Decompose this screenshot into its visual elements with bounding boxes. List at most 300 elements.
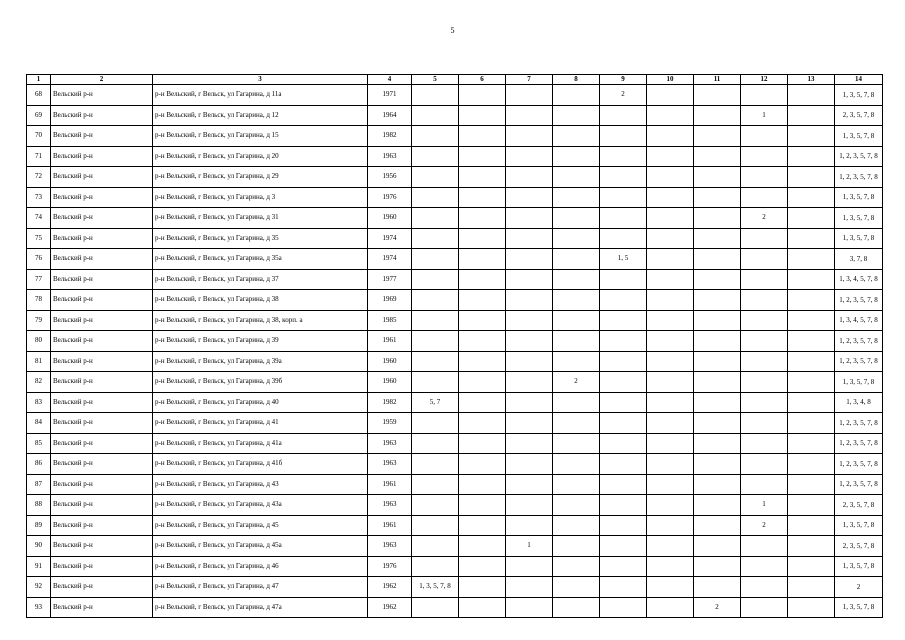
table-cell-col-14: 1, 2, 3, 5, 7, 8 bbox=[835, 433, 883, 454]
table-cell-col-14: 1, 3, 5, 7, 8 bbox=[835, 515, 883, 536]
table-cell-col-10 bbox=[647, 105, 694, 126]
table-row bbox=[27, 577, 883, 598]
table-cell-col-3: р-н Вельский, г Вельск, ул Гагарина, д 31 bbox=[153, 208, 368, 229]
table-cell-col-1: 77 bbox=[27, 269, 51, 290]
table-cell-col-12 bbox=[741, 536, 788, 557]
table-cell-col-14: 1, 3, 5, 7, 8 bbox=[835, 187, 883, 208]
table-row bbox=[27, 474, 883, 495]
table-row bbox=[27, 105, 883, 126]
table-row bbox=[27, 269, 883, 290]
table-cell-col-9 bbox=[600, 331, 647, 352]
table-cell-col-9 bbox=[600, 392, 647, 413]
table-cell-col-11 bbox=[694, 392, 741, 413]
table-cell-col-6 bbox=[459, 310, 506, 331]
table-cell-col-9 bbox=[600, 290, 647, 311]
table-cell-col-14: 1, 2, 3, 5, 7, 8 bbox=[835, 474, 883, 495]
table-cell-col-3: р-н Вельский, г Вельск, ул Гагарина, д 29 bbox=[153, 167, 368, 188]
table-cell-col-8 bbox=[553, 597, 600, 618]
table-cell-col-5 bbox=[412, 269, 459, 290]
table-cell-col-7 bbox=[506, 392, 553, 413]
table-cell-col-2: Вельский р-н bbox=[51, 310, 153, 331]
table-cell-col-13 bbox=[788, 146, 835, 167]
table-cell-col-7 bbox=[506, 515, 553, 536]
column-header-1: 1 bbox=[27, 75, 51, 85]
table-cell-col-11 bbox=[694, 126, 741, 147]
table-cell-col-8 bbox=[553, 515, 600, 536]
table-cell-col-7 bbox=[506, 577, 553, 598]
table-row bbox=[27, 85, 883, 106]
table-row bbox=[27, 536, 883, 557]
table-cell-col-8 bbox=[553, 413, 600, 434]
table-cell-col-12 bbox=[741, 556, 788, 577]
table-cell-col-12 bbox=[741, 249, 788, 270]
table-cell-col-5 bbox=[412, 413, 459, 434]
table-row bbox=[27, 228, 883, 249]
table-cell-col-6 bbox=[459, 187, 506, 208]
table-cell-col-11 bbox=[694, 105, 741, 126]
table-cell-col-8 bbox=[553, 310, 600, 331]
table-cell-col-1: 89 bbox=[27, 515, 51, 536]
table-cell-col-6 bbox=[459, 433, 506, 454]
table-cell-col-2: Вельский р-н bbox=[51, 454, 153, 475]
table-cell-col-5 bbox=[412, 433, 459, 454]
table-cell-col-6 bbox=[459, 105, 506, 126]
table-cell-col-10 bbox=[647, 433, 694, 454]
table-cell-col-8 bbox=[553, 331, 600, 352]
table-cell-col-13 bbox=[788, 167, 835, 188]
table-cell-col-1: 82 bbox=[27, 372, 51, 393]
table-cell-col-7 bbox=[506, 167, 553, 188]
table-cell-col-14: 1, 2, 3, 5, 7, 8 bbox=[835, 331, 883, 352]
table-cell-col-4: 1974 bbox=[368, 249, 412, 270]
table-cell-col-3: р-н Вельский, г Вельск, ул Гагарина, д 38 bbox=[153, 290, 368, 311]
table-cell-col-13 bbox=[788, 597, 835, 618]
table-row bbox=[27, 290, 883, 311]
table-cell-col-7 bbox=[506, 249, 553, 270]
table-cell-col-12 bbox=[741, 228, 788, 249]
table-cell-col-11 bbox=[694, 187, 741, 208]
table-cell-col-14: 1, 2, 3, 5, 7, 8 bbox=[835, 290, 883, 311]
table-cell-col-4: 1960 bbox=[368, 351, 412, 372]
table-cell-col-6 bbox=[459, 208, 506, 229]
table-cell-col-8 bbox=[553, 290, 600, 311]
table-cell-col-11 bbox=[694, 290, 741, 311]
table-cell-col-8 bbox=[553, 433, 600, 454]
table-cell-col-2: Вельский р-н bbox=[51, 433, 153, 454]
table-cell-col-3: р-н Вельский, г Вельск, ул Гагарина, д 47 bbox=[153, 577, 368, 598]
table-cell-col-1: 84 bbox=[27, 413, 51, 434]
table-cell-col-1: 79 bbox=[27, 310, 51, 331]
column-header-9: 9 bbox=[600, 75, 647, 85]
table-cell-col-2: Вельский р-н bbox=[51, 495, 153, 516]
table-cell-col-3: р-н Вельский, г Вельск, ул Гагарина, д 20 bbox=[153, 146, 368, 167]
table-cell-col-4: 1971 bbox=[368, 85, 412, 106]
table-cell-col-9 bbox=[600, 351, 647, 372]
table-cell-col-2: Вельский р-н bbox=[51, 249, 153, 270]
table-cell-col-7 bbox=[506, 474, 553, 495]
table-cell-col-8: 2 bbox=[553, 372, 600, 393]
table-cell-col-14: 1, 3, 5, 7, 8 bbox=[835, 126, 883, 147]
table-cell-col-4: 1963 bbox=[368, 536, 412, 557]
table-cell-col-12: 2 bbox=[741, 208, 788, 229]
table-cell-col-10 bbox=[647, 495, 694, 516]
table-cell-col-12 bbox=[741, 146, 788, 167]
table-cell-col-6 bbox=[459, 556, 506, 577]
table-cell-col-5 bbox=[412, 372, 459, 393]
table-cell-col-2: Вельский р-н bbox=[51, 577, 153, 598]
table-cell-col-3: р-н Вельский, г Вельск, ул Гагарина, д 46 bbox=[153, 556, 368, 577]
table-cell-col-8 bbox=[553, 167, 600, 188]
table-cell-col-13 bbox=[788, 454, 835, 475]
table-cell-col-5 bbox=[412, 454, 459, 475]
column-header-10: 10 bbox=[647, 75, 694, 85]
table-cell-col-4: 1962 bbox=[368, 597, 412, 618]
table-cell-col-13 bbox=[788, 433, 835, 454]
table-cell-col-2: Вельский р-н bbox=[51, 413, 153, 434]
table-cell-col-14: 2, 3, 5, 7, 8 bbox=[835, 536, 883, 557]
table-cell-col-12 bbox=[741, 413, 788, 434]
table-cell-col-8 bbox=[553, 187, 600, 208]
column-header-7: 7 bbox=[506, 75, 553, 85]
table-cell-col-8 bbox=[553, 126, 600, 147]
table-cell-col-6 bbox=[459, 495, 506, 516]
table-cell-col-1: 85 bbox=[27, 433, 51, 454]
table-cell-col-2: Вельский р-н bbox=[51, 167, 153, 188]
table-cell-col-5 bbox=[412, 249, 459, 270]
table-cell-col-5 bbox=[412, 290, 459, 311]
table-cell-col-1: 70 bbox=[27, 126, 51, 147]
table-cell-col-5 bbox=[412, 515, 459, 536]
table-cell-col-9 bbox=[600, 454, 647, 475]
table-cell-col-10 bbox=[647, 249, 694, 270]
table-cell-col-1: 78 bbox=[27, 290, 51, 311]
page-number: 5 bbox=[450, 26, 455, 35]
table-cell-col-12 bbox=[741, 310, 788, 331]
table-cell-col-10 bbox=[647, 392, 694, 413]
table-cell-col-8 bbox=[553, 208, 600, 229]
table-row bbox=[27, 413, 883, 434]
table-cell-col-8 bbox=[553, 454, 600, 475]
table-cell-col-7 bbox=[506, 228, 553, 249]
table-cell-col-12: 1 bbox=[741, 495, 788, 516]
table-row bbox=[27, 556, 883, 577]
table-cell-col-2: Вельский р-н bbox=[51, 351, 153, 372]
table-cell-col-10 bbox=[647, 85, 694, 106]
table-cell-col-12 bbox=[741, 474, 788, 495]
table-cell-col-5: 1, 3, 5, 7, 8 bbox=[412, 577, 459, 598]
table-cell-col-4: 1963 bbox=[368, 454, 412, 475]
table-cell-col-10 bbox=[647, 126, 694, 147]
table-cell-col-10 bbox=[647, 597, 694, 618]
table-body bbox=[27, 85, 883, 618]
table-row bbox=[27, 249, 883, 270]
table-cell-col-11 bbox=[694, 228, 741, 249]
table-cell-col-10 bbox=[647, 146, 694, 167]
table-cell-col-7 bbox=[506, 146, 553, 167]
table-cell-col-3: р-н Вельский, г Вельск, ул Гагарина, д 3 bbox=[153, 187, 368, 208]
table-cell-col-14: 1, 3, 5, 7, 8 bbox=[835, 372, 883, 393]
table-cell-col-13 bbox=[788, 269, 835, 290]
table-cell-col-14: 1, 3, 4, 5, 7, 8 bbox=[835, 269, 883, 290]
table-cell-col-14: 3, 7, 8 bbox=[835, 249, 883, 270]
table-row bbox=[27, 433, 883, 454]
table-cell-col-9 bbox=[600, 228, 647, 249]
table-row bbox=[27, 126, 883, 147]
column-header-12: 12 bbox=[741, 75, 788, 85]
table-cell-col-13 bbox=[788, 495, 835, 516]
table-cell-col-2: Вельский р-н bbox=[51, 556, 153, 577]
table-cell-col-10 bbox=[647, 474, 694, 495]
column-header-3: 3 bbox=[153, 75, 368, 85]
table-row bbox=[27, 351, 883, 372]
table-cell-col-13 bbox=[788, 392, 835, 413]
table-cell-col-9 bbox=[600, 105, 647, 126]
table-cell-col-14: 2 bbox=[835, 577, 883, 598]
table-cell-col-3: р-н Вельский, г Вельск, ул Гагарина, д 43а bbox=[153, 495, 368, 516]
table-cell-col-1: 68 bbox=[27, 85, 51, 106]
table-cell-col-11 bbox=[694, 208, 741, 229]
table-cell-col-4: 1982 bbox=[368, 126, 412, 147]
table-cell-col-11 bbox=[694, 556, 741, 577]
table-cell-col-3: р-н Вельский, г Вельск, ул Гагарина, д 45 bbox=[153, 515, 368, 536]
table-cell-col-14: 1, 3, 5, 7, 8 bbox=[835, 85, 883, 106]
table-cell-col-8 bbox=[553, 495, 600, 516]
table-cell-col-6 bbox=[459, 146, 506, 167]
table-cell-col-10 bbox=[647, 577, 694, 598]
table-row bbox=[27, 310, 883, 331]
table-cell-col-4: 1960 bbox=[368, 372, 412, 393]
table-cell-col-8 bbox=[553, 536, 600, 557]
table-cell-col-12 bbox=[741, 187, 788, 208]
register-table bbox=[26, 74, 883, 618]
table-cell-col-7 bbox=[506, 310, 553, 331]
table-cell-col-4: 1977 bbox=[368, 269, 412, 290]
table-cell-col-6 bbox=[459, 372, 506, 393]
table-cell-col-9: 2 bbox=[600, 85, 647, 106]
table-cell-col-10 bbox=[647, 310, 694, 331]
table-row bbox=[27, 167, 883, 188]
table-cell-col-6 bbox=[459, 536, 506, 557]
table-cell-col-10 bbox=[647, 454, 694, 475]
table-cell-col-13 bbox=[788, 351, 835, 372]
table-cell-col-4: 1982 bbox=[368, 392, 412, 413]
table-cell-col-2: Вельский р-н bbox=[51, 269, 153, 290]
table-cell-col-9: 1, 5 bbox=[600, 249, 647, 270]
table-cell-col-12 bbox=[741, 269, 788, 290]
table-cell-col-7 bbox=[506, 433, 553, 454]
table-cell-col-6 bbox=[459, 85, 506, 106]
table-cell-col-2: Вельский р-н bbox=[51, 474, 153, 495]
column-header-2: 2 bbox=[51, 75, 153, 85]
table-cell-col-11 bbox=[694, 495, 741, 516]
table-cell-col-12 bbox=[741, 392, 788, 413]
table-cell-col-1: 80 bbox=[27, 331, 51, 352]
table-cell-col-9 bbox=[600, 126, 647, 147]
table-cell-col-12 bbox=[741, 372, 788, 393]
table-cell-col-13 bbox=[788, 85, 835, 106]
table-cell-col-3: р-н Вельский, г Вельск, ул Гагарина, д 45а bbox=[153, 536, 368, 557]
table-cell-col-9 bbox=[600, 187, 647, 208]
column-header-8: 8 bbox=[553, 75, 600, 85]
column-header-14: 14 bbox=[835, 75, 883, 85]
table-cell-col-11 bbox=[694, 146, 741, 167]
table-cell-col-12 bbox=[741, 454, 788, 475]
table-cell-col-13 bbox=[788, 515, 835, 536]
table-cell-col-4: 1961 bbox=[368, 474, 412, 495]
table-cell-col-9 bbox=[600, 495, 647, 516]
table-cell-col-5 bbox=[412, 331, 459, 352]
table-cell-col-13 bbox=[788, 187, 835, 208]
table-cell-col-10 bbox=[647, 290, 694, 311]
table-cell-col-6 bbox=[459, 597, 506, 618]
table-cell-col-7 bbox=[506, 597, 553, 618]
table-cell-col-6 bbox=[459, 351, 506, 372]
table-cell-col-7 bbox=[506, 556, 553, 577]
table-cell-col-3: р-н Вельский, г Вельск, ул Гагарина, д 43 bbox=[153, 474, 368, 495]
table-cell-col-8 bbox=[553, 556, 600, 577]
table-cell-col-3: р-н Вельский, г Вельск, ул Гагарина, д 41б bbox=[153, 454, 368, 475]
table-cell-col-3: р-н Вельский, г Вельск, ул Гагарина, д 39б bbox=[153, 372, 368, 393]
table-row bbox=[27, 187, 883, 208]
table-cell-col-8 bbox=[553, 249, 600, 270]
table-cell-col-11 bbox=[694, 536, 741, 557]
table-cell-col-10 bbox=[647, 269, 694, 290]
table-cell-col-5 bbox=[412, 85, 459, 106]
table-cell-col-1: 76 bbox=[27, 249, 51, 270]
table-cell-col-1: 86 bbox=[27, 454, 51, 475]
table-cell-col-1: 90 bbox=[27, 536, 51, 557]
table-cell-col-13 bbox=[788, 228, 835, 249]
table-cell-col-10 bbox=[647, 331, 694, 352]
table-cell-col-5 bbox=[412, 126, 459, 147]
table-cell-col-11 bbox=[694, 85, 741, 106]
table-cell-col-5 bbox=[412, 495, 459, 516]
table-cell-col-6 bbox=[459, 126, 506, 147]
table-cell-col-1: 87 bbox=[27, 474, 51, 495]
table-cell-col-11 bbox=[694, 474, 741, 495]
table-cell-col-7 bbox=[506, 85, 553, 106]
table-cell-col-14: 1, 3, 4, 5, 7, 8 bbox=[835, 310, 883, 331]
table-cell-col-3: р-н Вельский, г Вельск, ул Гагарина, д 39а bbox=[153, 351, 368, 372]
table-cell-col-2: Вельский р-н bbox=[51, 208, 153, 229]
table-cell-col-4: 1962 bbox=[368, 577, 412, 598]
column-header-4: 4 bbox=[368, 75, 412, 85]
table-cell-col-12 bbox=[741, 167, 788, 188]
table-row bbox=[27, 454, 883, 475]
table-cell-col-6 bbox=[459, 577, 506, 598]
table-cell-col-9 bbox=[600, 433, 647, 454]
table-cell-col-11 bbox=[694, 413, 741, 434]
table-cell-col-11 bbox=[694, 351, 741, 372]
table-cell-col-7 bbox=[506, 495, 553, 516]
table-cell-col-11: 2 bbox=[694, 597, 741, 618]
table-cell-col-2: Вельский р-н bbox=[51, 597, 153, 618]
table-cell-col-6 bbox=[459, 249, 506, 270]
table-cell-col-1: 92 bbox=[27, 577, 51, 598]
table-cell-col-10 bbox=[647, 536, 694, 557]
table-cell-col-9 bbox=[600, 474, 647, 495]
table-cell-col-14: 1, 2, 3, 5, 7, 8 bbox=[835, 167, 883, 188]
table-cell-col-14: 1, 2, 3, 5, 7, 8 bbox=[835, 413, 883, 434]
table-cell-col-14: 1, 3, 5, 7, 8 bbox=[835, 597, 883, 618]
table-cell-col-8 bbox=[553, 269, 600, 290]
table-cell-col-3: р-н Вельский, г Вельск, ул Гагарина, д 41а bbox=[153, 433, 368, 454]
table-cell-col-6 bbox=[459, 167, 506, 188]
table-cell-col-7 bbox=[506, 208, 553, 229]
table-cell-col-3: р-н Вельский, г Вельск, ул Гагарина, д 40 bbox=[153, 392, 368, 413]
table-cell-col-9 bbox=[600, 556, 647, 577]
column-header-13: 13 bbox=[788, 75, 835, 85]
table-row bbox=[27, 392, 883, 413]
table-cell-col-1: 72 bbox=[27, 167, 51, 188]
table-cell-col-5 bbox=[412, 146, 459, 167]
table-cell-col-6 bbox=[459, 474, 506, 495]
table-cell-col-5 bbox=[412, 228, 459, 249]
table-cell-col-5 bbox=[412, 536, 459, 557]
table-cell-col-1: 88 bbox=[27, 495, 51, 516]
table-cell-col-13 bbox=[788, 208, 835, 229]
table-cell-col-5 bbox=[412, 187, 459, 208]
table-cell-col-8 bbox=[553, 474, 600, 495]
table-cell-col-1: 91 bbox=[27, 556, 51, 577]
table-cell-col-13 bbox=[788, 290, 835, 311]
table-cell-col-7: 1 bbox=[506, 536, 553, 557]
table-cell-col-6 bbox=[459, 228, 506, 249]
header-row bbox=[27, 75, 883, 85]
table-cell-col-7 bbox=[506, 331, 553, 352]
table-cell-col-11 bbox=[694, 372, 741, 393]
table-cell-col-13 bbox=[788, 331, 835, 352]
table-cell-col-5 bbox=[412, 597, 459, 618]
table-cell-col-7 bbox=[506, 105, 553, 126]
table-cell-col-11 bbox=[694, 454, 741, 475]
table-cell-col-9 bbox=[600, 536, 647, 557]
table-cell-col-6 bbox=[459, 290, 506, 311]
table-cell-col-6 bbox=[459, 454, 506, 475]
table-cell-col-9 bbox=[600, 269, 647, 290]
table-cell-col-4: 1961 bbox=[368, 331, 412, 352]
table-cell-col-14: 1, 2, 3, 5, 7, 8 bbox=[835, 351, 883, 372]
table-cell-col-10 bbox=[647, 413, 694, 434]
table-cell-col-14: 1, 2, 3, 5, 7, 8 bbox=[835, 146, 883, 167]
table-cell-col-4: 1959 bbox=[368, 413, 412, 434]
table-cell-col-12 bbox=[741, 331, 788, 352]
table-cell-col-5 bbox=[412, 474, 459, 495]
table-cell-col-5 bbox=[412, 105, 459, 126]
column-header-11: 11 bbox=[694, 75, 741, 85]
table-cell-col-11 bbox=[694, 269, 741, 290]
table-cell-col-6 bbox=[459, 392, 506, 413]
table-cell-col-9 bbox=[600, 413, 647, 434]
table-cell-col-11 bbox=[694, 433, 741, 454]
table-cell-col-11 bbox=[694, 249, 741, 270]
table-cell-col-8 bbox=[553, 228, 600, 249]
table-row bbox=[27, 331, 883, 352]
table-cell-col-10 bbox=[647, 187, 694, 208]
table-cell-col-14: 1, 3, 4, 8 bbox=[835, 392, 883, 413]
table-cell-col-4: 1974 bbox=[368, 228, 412, 249]
table-cell-col-9 bbox=[600, 146, 647, 167]
table-cell-col-5 bbox=[412, 351, 459, 372]
table-cell-col-3: р-н Вельский, г Вельск, ул Гагарина, д 35 bbox=[153, 228, 368, 249]
table-cell-col-9 bbox=[600, 167, 647, 188]
table-cell-col-10 bbox=[647, 228, 694, 249]
table-cell-col-4: 1961 bbox=[368, 515, 412, 536]
table-cell-col-7 bbox=[506, 454, 553, 475]
column-header-5: 5 bbox=[412, 75, 459, 85]
column-header-6: 6 bbox=[459, 75, 506, 85]
table-cell-col-1: 81 bbox=[27, 351, 51, 372]
